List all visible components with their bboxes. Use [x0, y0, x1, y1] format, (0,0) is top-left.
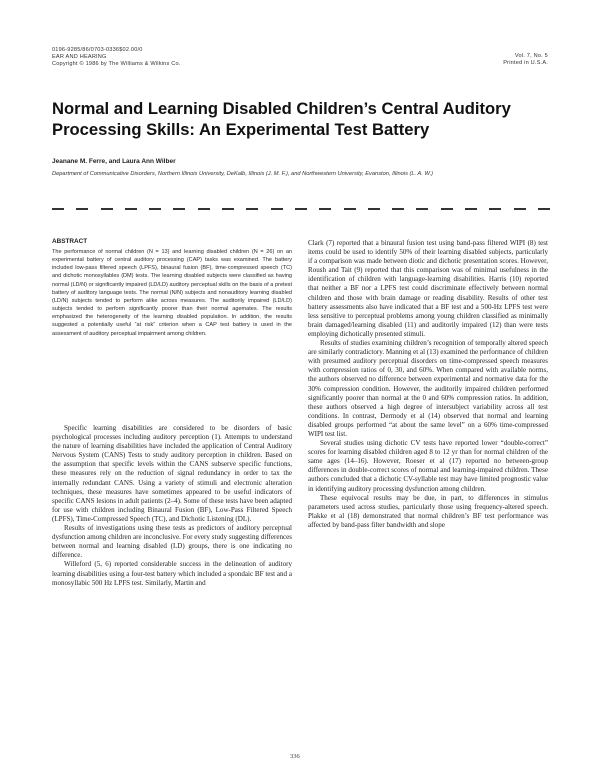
abstract	[52, 238, 292, 338]
paragraph: Several studies using dichotic CV tests have reported lower “double-correct” scores for learning disabled children aged 8 to 12 yr than for normal children of the same ages (14–16). However, Roeser et al (17) reported no between-group differences in double-correct scores of normal and learning-impaired children. These authors concluded that a dichotic CV-syllable test may have limited prognostic value in identifying auditory processing dysfunction among children.	[308, 439, 548, 493]
section-divider	[52, 208, 550, 212]
page-number: 336	[290, 753, 300, 760]
paragraph: Results of studies examining children’s recognition of temporally altered speech are similarly contradictory. Manning et al (13) examined the performance of children with presumed auditory perceptual disorders on time-compressed speech measures with compression ratios of 0, 30, and 60%. When compared with available norms, the authors observed no difference between experimental and normative data for the 30% compression condition. However, the auditorily impaired children performed significantly poorer than normal at the 0 and 60% compression ratios. In addition, these authors observed a high degree of intersubject variability across all test conditions. In contrast, Dermody et al (14) observed that normal and learning disabled groups performed “at about the same level” on a 60% time-compressed WIPI test list.	[308, 339, 548, 438]
body-column-right	[308, 239, 548, 530]
paragraph: Willeford (5, 6) reported considerable success in the delineation of auditory learning disabilities using a four-test battery which included a spondaic BF test and a monosyllabic 500 Hz LPFS test. Similarly, Martin and	[52, 560, 292, 587]
volume-header	[503, 53, 548, 67]
header-line: Vol. 7, No. 5	[514, 53, 548, 59]
header-line: Copyright © 1986 by The Williams & Wilkins Co.	[52, 61, 181, 67]
paragraph: Results of investigations using these tests as predictors of auditory perceptual dysfunction among children are inconclusive. For every study suggesting differences between normal and learning disabled (LD) groups, there is one indicating no difference.	[52, 524, 292, 560]
header-line: Printed in U.S.A.	[503, 60, 548, 66]
body-column-left	[52, 424, 292, 588]
affiliation: Department of Communicative Disorders, Northern Illinois University, DeKalb, Illinois (J. M. F.), and Northwestern University, Evanston, Illinois (L. A. W.)	[52, 171, 434, 177]
paragraph: Specific learning disabilities are considered to be disorders of basic psychological processes including auditory perception (1). Attempts to understand the nature of learning disabilities have included the application of Central Auditory Nervous System (CANS) Tests to study auditory perception in children. Based on the assumption that specific levels within the CANS subserve specific functions, these measures rely on the reduction of signal redundancy in order to tax the internally redundant CANS. Using a variety of stimuli and electronic alteration techniques, these measures have sometimes appeared to be useful indicators of specific CANS lesions in adult patients (2–4). Some of these tests have been adapted for use with children including Binaural Fusion (BF), Low-Pass Filtered Speech (LPFS), Time-Compressed Speech (TC), and Dichotic Listening (DL).	[52, 424, 292, 523]
paper-title: Normal and Learning Disabled Children’s Central Auditory Processing Skills: An Experimental Test Battery	[52, 99, 511, 139]
abstract-text: The performance of normal children (N = 13) and learning disabled children (N = 26) on an experimental battery of central auditory processing (CAP) tasks was examined. The battery included low-pass filtered speech (LPFS), binaural fusion (BF), time-compressed speech (TC) and dichotic monosyllables (DM) tests. The learning disabled subjects were classified as having normal (LD/N) or significantly impaired (LD/LD) auditory perceptual skills on the basis of a pretest battery of auditory language tests. The normal (N/N) subjects and nonauditory learning disabled (LD/N) subjects tended to perform alike across measures. The auditorily impaired (LD/LD) subjects tended to perform significantly poorer than their normal agemates. The results emphasized the heterogeneity of the learning disabled population. In addition, the results suggested a potentially useful “at risk” criterion when a CAP test battery is used in the assessment of auditory perceptual impairment among children.	[52, 249, 292, 337]
header-line: EAR AND HEARING	[52, 54, 107, 60]
paragraph: Clark (7) reported that a binaural fusion test using band-pass filtered WIPI (8) test items could be used to identify 50% of their learning disabled subjects, particularly if a comparison was made between diotic and dichotic presentation scores. However, Roush and Tait (9) reported that this comparison was of minimal usefulness in the identification of children with language-learning disabilities. Harris (10) reported that neither a BF nor a LPFS test could discriminate effectively between normal children and those with brain damage or reading disability. Results of other test battery assessments also have indicated that a BF test and a 500-Hz LPFS test were less sensitive to perceptual problems among young children classified as minimally brain damaged/learning disabled (11) and auditorily impaired (12) than were tests employing dichotically presented stimuli.	[308, 239, 548, 338]
journal-header	[52, 47, 181, 68]
paragraph: These equivocal results may be due, in part, to differences in stimulus parameters used across studies, particularly those using frequency-altered speech. Plakke et al (18) demonstrated that normal children’s BF test performance was affected by band-pass filter bandwidth and slope	[308, 493, 548, 529]
abstract-heading: ABSTRACT	[52, 238, 88, 245]
authors: Jeanane M. Ferre, and Laura Ann Wilber	[52, 158, 176, 165]
header-line: 0196-9285/86/0703-0336$02.00/0	[52, 47, 143, 53]
